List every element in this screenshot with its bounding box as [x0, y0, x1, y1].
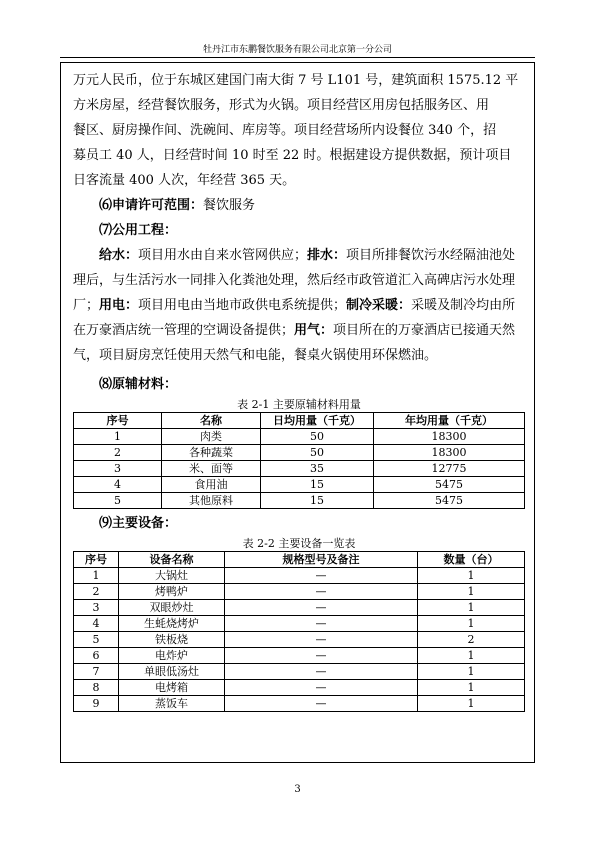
- cell: 2: [418, 632, 525, 648]
- intro-line: 餐区、厨房操作间、洗碗间、库房等。项目经营场所内设餐位 340 个，招: [73, 123, 497, 138]
- cell: 8: [74, 680, 119, 696]
- table-row: [74, 445, 525, 461]
- table-row: [74, 600, 525, 616]
- cell: 1: [418, 648, 525, 664]
- cell: 米、面等: [162, 461, 261, 477]
- table-row: [74, 696, 525, 712]
- cell: —: [225, 664, 418, 680]
- cell: 大锅灶: [119, 568, 225, 584]
- cell: 其他原料: [162, 493, 261, 509]
- col-header: 序号: [74, 413, 162, 429]
- table-row: [74, 493, 525, 509]
- cell: —: [225, 616, 418, 632]
- table-header-row: [74, 552, 525, 568]
- table-row: [74, 664, 525, 680]
- cell: 1: [418, 696, 525, 712]
- cell: 1: [418, 600, 525, 616]
- utilities-heading: ⑺公用工程：: [99, 223, 178, 238]
- drain-label: 排水：: [307, 248, 347, 263]
- col-header: 数量（台）: [418, 552, 525, 568]
- cell: —: [225, 632, 418, 648]
- page-number: 3: [294, 784, 301, 795]
- cell: 2: [74, 584, 119, 600]
- gas-label: 用气：: [294, 323, 334, 338]
- hvac-label: 制冷采暖：: [346, 298, 412, 313]
- cell: 4: [74, 477, 162, 493]
- cell: 4: [74, 616, 119, 632]
- scope-value: 餐饮服务: [203, 198, 256, 213]
- cell: 5475: [374, 493, 525, 509]
- scope-paragraph: [73, 193, 525, 218]
- cell: 单眼低汤灶: [119, 664, 225, 680]
- water-label: 给水：: [99, 248, 139, 263]
- intro-line: 万元人民币，位于东城区建国门南大街 7 号 L101 号，建筑面积 1575.12 平: [73, 73, 519, 88]
- table-row: [74, 568, 525, 584]
- content-body: [73, 68, 525, 712]
- equipment-heading: ⑼主要设备：: [99, 516, 178, 531]
- cell: 1: [418, 568, 525, 584]
- cell: 1: [418, 680, 525, 696]
- table-row: [74, 616, 525, 632]
- scope-label: ⑹申请许可范围：: [99, 198, 204, 213]
- cell: 7: [74, 664, 119, 680]
- water-text: 项目用水由自来水管网供应；: [138, 248, 308, 263]
- cell: 蒸饭车: [119, 696, 225, 712]
- cell: 6: [74, 648, 119, 664]
- cell: 双眼炒灶: [119, 600, 225, 616]
- cell: 生蚝烧烤炉: [119, 616, 225, 632]
- materials-caption: 表 2-1 主要原辅材料用量: [237, 398, 361, 411]
- cell: 18300: [374, 429, 525, 445]
- col-header: 名称: [162, 413, 261, 429]
- cell: —: [225, 696, 418, 712]
- cell: 5: [74, 493, 162, 509]
- cell: 3: [74, 461, 162, 477]
- cell: —: [225, 568, 418, 584]
- cell: —: [225, 584, 418, 600]
- cell: 各种蔬菜: [162, 445, 261, 461]
- cell: —: [225, 600, 418, 616]
- col-header: 年均用量（千克）: [374, 413, 525, 429]
- cell: 烤鸭炉: [119, 584, 225, 600]
- cell: 肉类: [162, 429, 261, 445]
- cell: 电烤箱: [119, 680, 225, 696]
- cell: 1: [74, 429, 162, 445]
- cell: 12775: [374, 461, 525, 477]
- cell: 5: [74, 632, 119, 648]
- cell: 食用油: [162, 477, 261, 493]
- power-text: 项目用电由当地市政供电系统提供；: [138, 298, 347, 313]
- cell: 1: [418, 616, 525, 632]
- cell: 35: [261, 461, 374, 477]
- equipment-caption: 表 2-2 主要设备一览表: [242, 537, 356, 550]
- intro-line: 日客流量 400 人次，年经营 365 天。: [73, 173, 296, 188]
- cell: 2: [74, 445, 162, 461]
- cell: 1: [74, 568, 119, 584]
- gas-text: 项目所在的万豪酒店已接通天然气，项目厨房烹饪使用天然气和电能，餐桌火锅使用环保燃油。: [73, 323, 516, 363]
- page-header: 牡丹江市东鹏餐饮服务有限公司北京第一分公司: [60, 42, 535, 58]
- cell: 50: [261, 429, 374, 445]
- table-row: [74, 632, 525, 648]
- materials-heading: ⑻原辅材料：: [99, 377, 178, 392]
- table-header-row: [74, 413, 525, 429]
- col-header: 序号: [74, 552, 119, 568]
- drain-text: 项目所排餐饮污水经隔油池处理后，与生活污水一同排入化粪池处理，然后经市政管道汇入高碑店污水处理厂；: [73, 248, 516, 313]
- table-row: [74, 429, 525, 445]
- cell: 15: [261, 477, 374, 493]
- cell: 1: [418, 664, 525, 680]
- cell: 50: [261, 445, 374, 461]
- materials-table: [73, 412, 525, 509]
- cell: 电炸炉: [119, 648, 225, 664]
- intro-line: 方米房屋，经营餐饮服务，形式为火锅。项目经营区用房包括服务区、用: [73, 98, 490, 113]
- hvac-text: 采暖及制冷均由所在万豪酒店统一管理的空调设备提供；: [73, 298, 516, 338]
- cell: —: [225, 648, 418, 664]
- cell: 9: [74, 696, 119, 712]
- utilities-paragraph: [73, 243, 525, 368]
- cell: 3: [74, 600, 119, 616]
- cell: 铁板烧: [119, 632, 225, 648]
- table-row: [74, 680, 525, 696]
- cell: 18300: [374, 445, 525, 461]
- col-header: 设备名称: [119, 552, 225, 568]
- col-header: 日均用量（千克）: [261, 413, 374, 429]
- col-header: 规格型号及备注: [225, 552, 418, 568]
- table-row: [74, 584, 525, 600]
- table-row: [74, 477, 525, 493]
- cell: 5475: [374, 477, 525, 493]
- power-label: 用电：: [99, 298, 139, 313]
- cell: 1: [418, 584, 525, 600]
- cell: 15: [261, 493, 374, 509]
- cell: —: [225, 680, 418, 696]
- table-row: [74, 461, 525, 477]
- table-row: [74, 648, 525, 664]
- intro-line: 募员工 40 人，日经营时间 10 时至 22 时。根据建设方提供数据，预计项目: [73, 148, 512, 163]
- equipment-table: [73, 551, 525, 712]
